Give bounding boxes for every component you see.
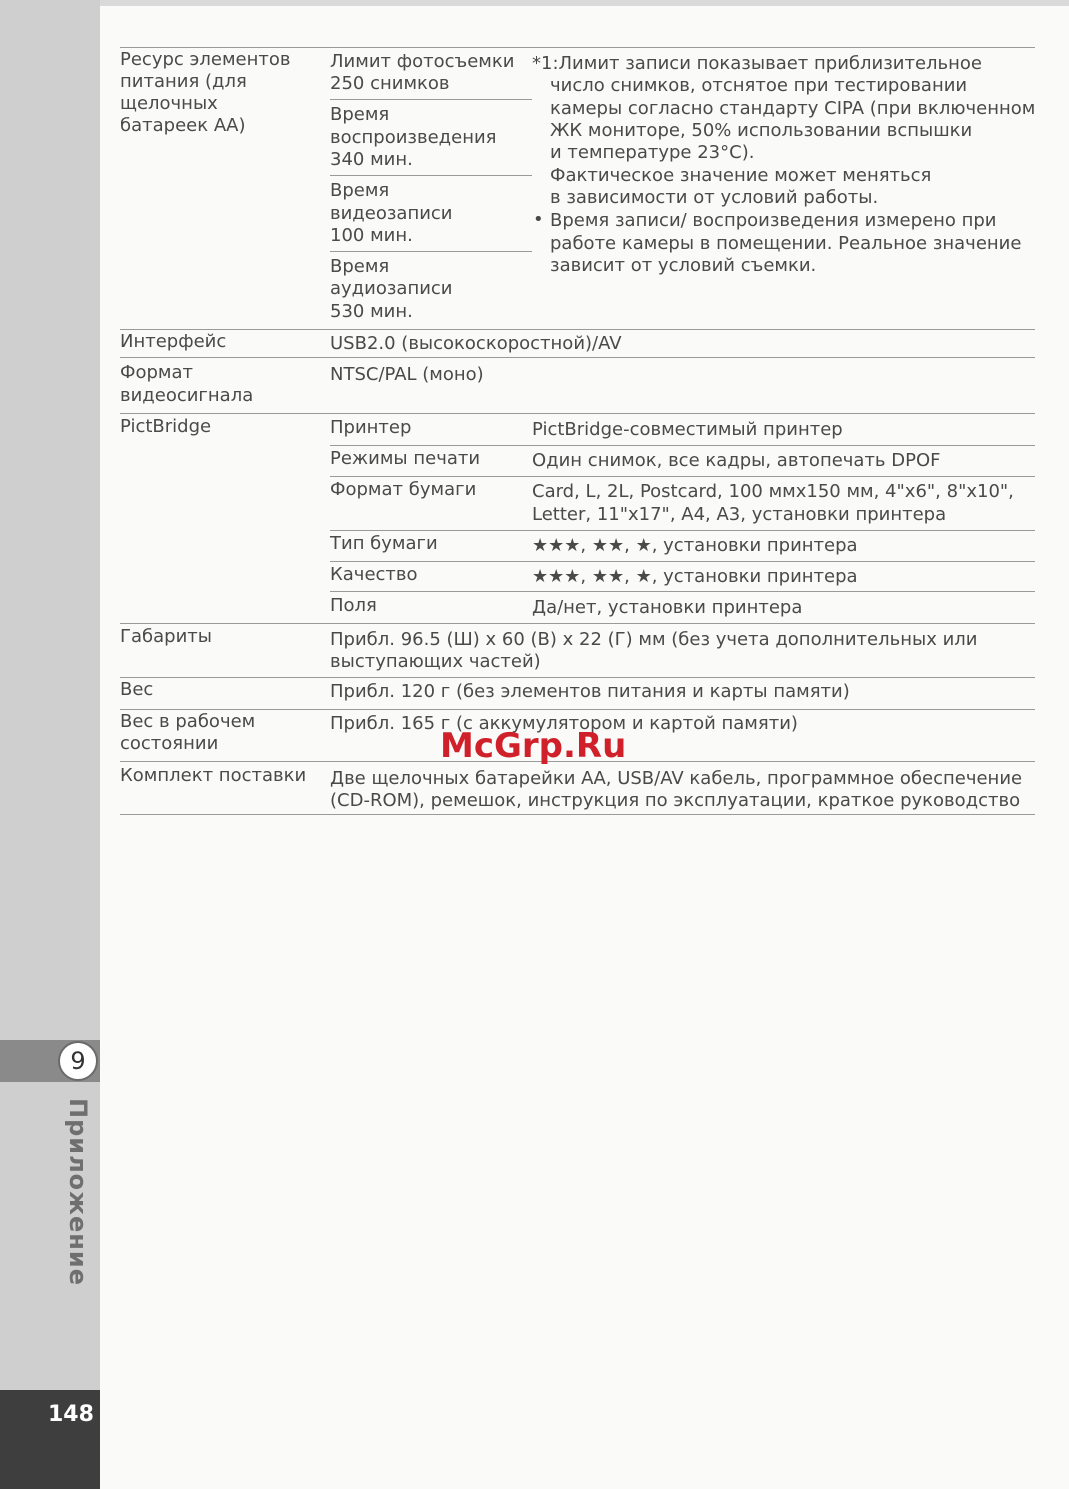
table-rule — [330, 445, 1035, 446]
table-rule — [330, 476, 1035, 477]
page-number: 148 — [48, 1402, 94, 1427]
table-rule — [120, 623, 1035, 624]
table-rule — [120, 709, 1035, 710]
table-rule — [330, 99, 532, 100]
table-rule — [120, 357, 1035, 358]
video-format-value: NTSC/PAL (моно) — [330, 364, 484, 385]
weight-label: Вес — [120, 679, 154, 700]
table-rule — [120, 814, 1035, 815]
table-rule — [330, 251, 532, 252]
table-rule — [120, 413, 1035, 414]
watermark-logo: McGrp.Ru — [440, 726, 627, 766]
table-rule — [120, 677, 1035, 678]
interface-value: USB2.0 (высокоскоростной)/AV — [330, 333, 622, 354]
table-rule — [120, 329, 1035, 330]
interface-label: Интерфейс — [120, 331, 227, 352]
table-rule — [330, 175, 532, 176]
chapter-number: 9 — [58, 1041, 98, 1081]
weight-operating-value: Прибл. 165 г (с аккумулятором и картой памяти) — [330, 713, 798, 734]
table-rule — [330, 530, 1035, 531]
chapter-title: Приложение — [64, 1098, 92, 1286]
table-rule — [330, 561, 1035, 562]
dimensions-label: Габариты — [120, 626, 212, 647]
package-label: Комплект поставки — [120, 765, 307, 786]
pictbridge-label: PictBridge — [120, 416, 212, 437]
weight-value: Прибл. 120 г (без элементов питания и карты памяти) — [330, 681, 850, 702]
table-rule — [120, 47, 1035, 48]
table-rule — [330, 591, 1035, 592]
bullet: • — [533, 209, 544, 230]
top-edge — [100, 0, 1069, 6]
